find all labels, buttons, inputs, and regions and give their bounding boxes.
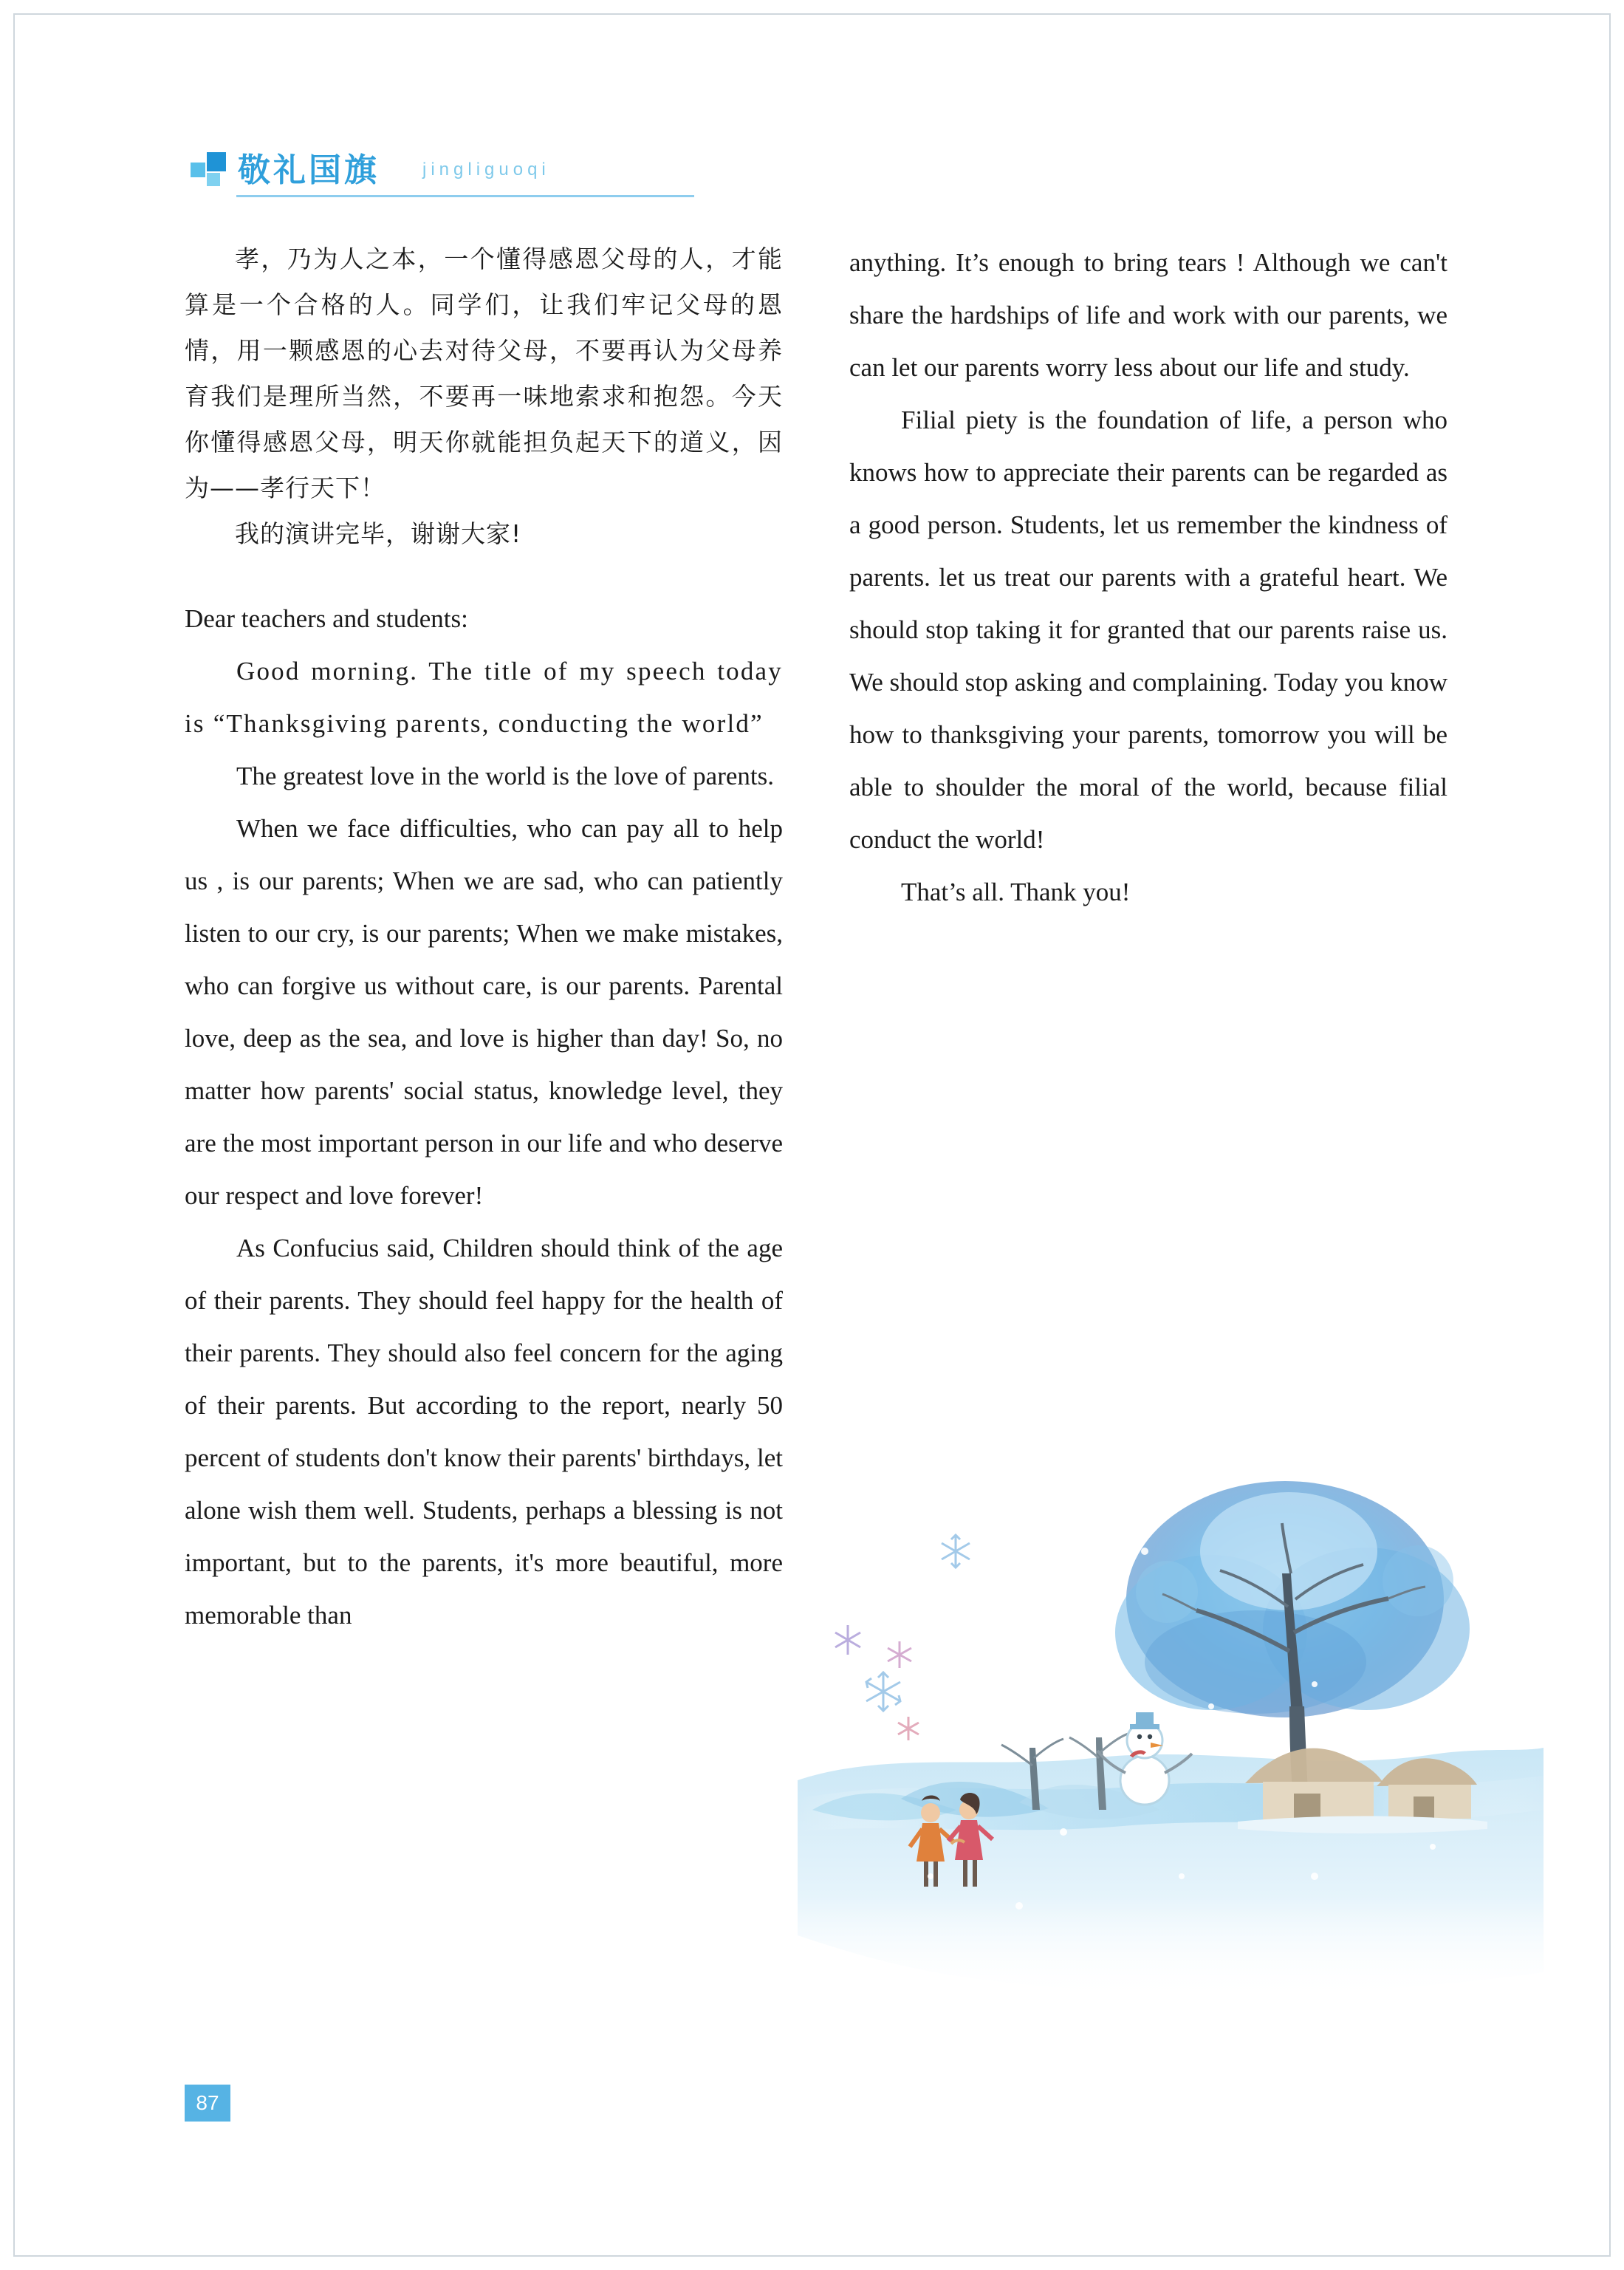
paragraph: The greatest love in the world is the love of parents. [236, 762, 774, 790]
header-pinyin: jingliguoqi [422, 160, 550, 180]
left-text-column [185, 236, 783, 1641]
paragraph: As Confucius said, Children should think of the age of their parents. They should feel happy for the health of their parents. They should also feel concern for the aging of their parents. But according to the report, nearly 50 percent of students don't know their parents' birthdays, let alone wish them well. Students, perhaps a blessing is not important, but to the parents, it's more beautiful, more memorable than [185, 1234, 783, 1630]
paragraph: 我的演讲完毕，谢谢大家! [235, 519, 522, 548]
page-number: 87 [185, 2085, 230, 2122]
blue-squares-logo-icon [191, 152, 229, 186]
paragraph: anything. It’s enough to bring tears ! Although we can't share the hardships of life and work with our parents, we can let our parents worry less about our life and study. [849, 248, 1447, 382]
winter-watercolor-illustration [798, 1463, 1544, 2054]
paragraph: Dear teachers and students: [185, 604, 468, 633]
header-title: 敬礼国旗 [238, 151, 380, 189]
right-text-column [849, 236, 1447, 918]
paragraph: That’s all. Thank you! [901, 878, 1131, 906]
page-header [191, 139, 796, 198]
paragraph: 孝，乃为人之本，一个懂得感恩父母的人，才能算是一个合格的人。同学们，让我们牢记父母的恩情，用一颗感恩的心去对待父母，不要再认为父母养育我们是理所当然，不要再一味地索求和抱怨。今天你懂得感恩父母，明天你就能担负起天下的道义，因为——孝行天下！ [185, 245, 783, 502]
paragraph: Good morning. The title of my speech today is “Thanksgiving parents, conducting the world” [185, 657, 783, 738]
paragraph: When we face difficulties, who can pay all to help us , is our parents; When we are sad, who can patiently listen to our cry, is our parents; When we make mistakes, who can forgive us without care, is our parents. Parental love, deep as the sea, and love is higher than day! So, no matter how parents' social status, knowledge level, they are the most important person in our life and who deserve our respect and love forever! [185, 814, 783, 1210]
header-divider [236, 195, 694, 197]
paragraph: Filial piety is the foundation of life, a person who knows how to appreciate their parents can be regarded as a good person. Students, let us remember the kindness of parents. let us treat our parents with a grateful heart. We should stop taking it for granted that our parents raise us. We should stop asking and complaining. Today you know how to thanksgiving your parents, tomorrow you will be able to shoulder the moral of the world, because filial conduct the world! [849, 406, 1447, 854]
